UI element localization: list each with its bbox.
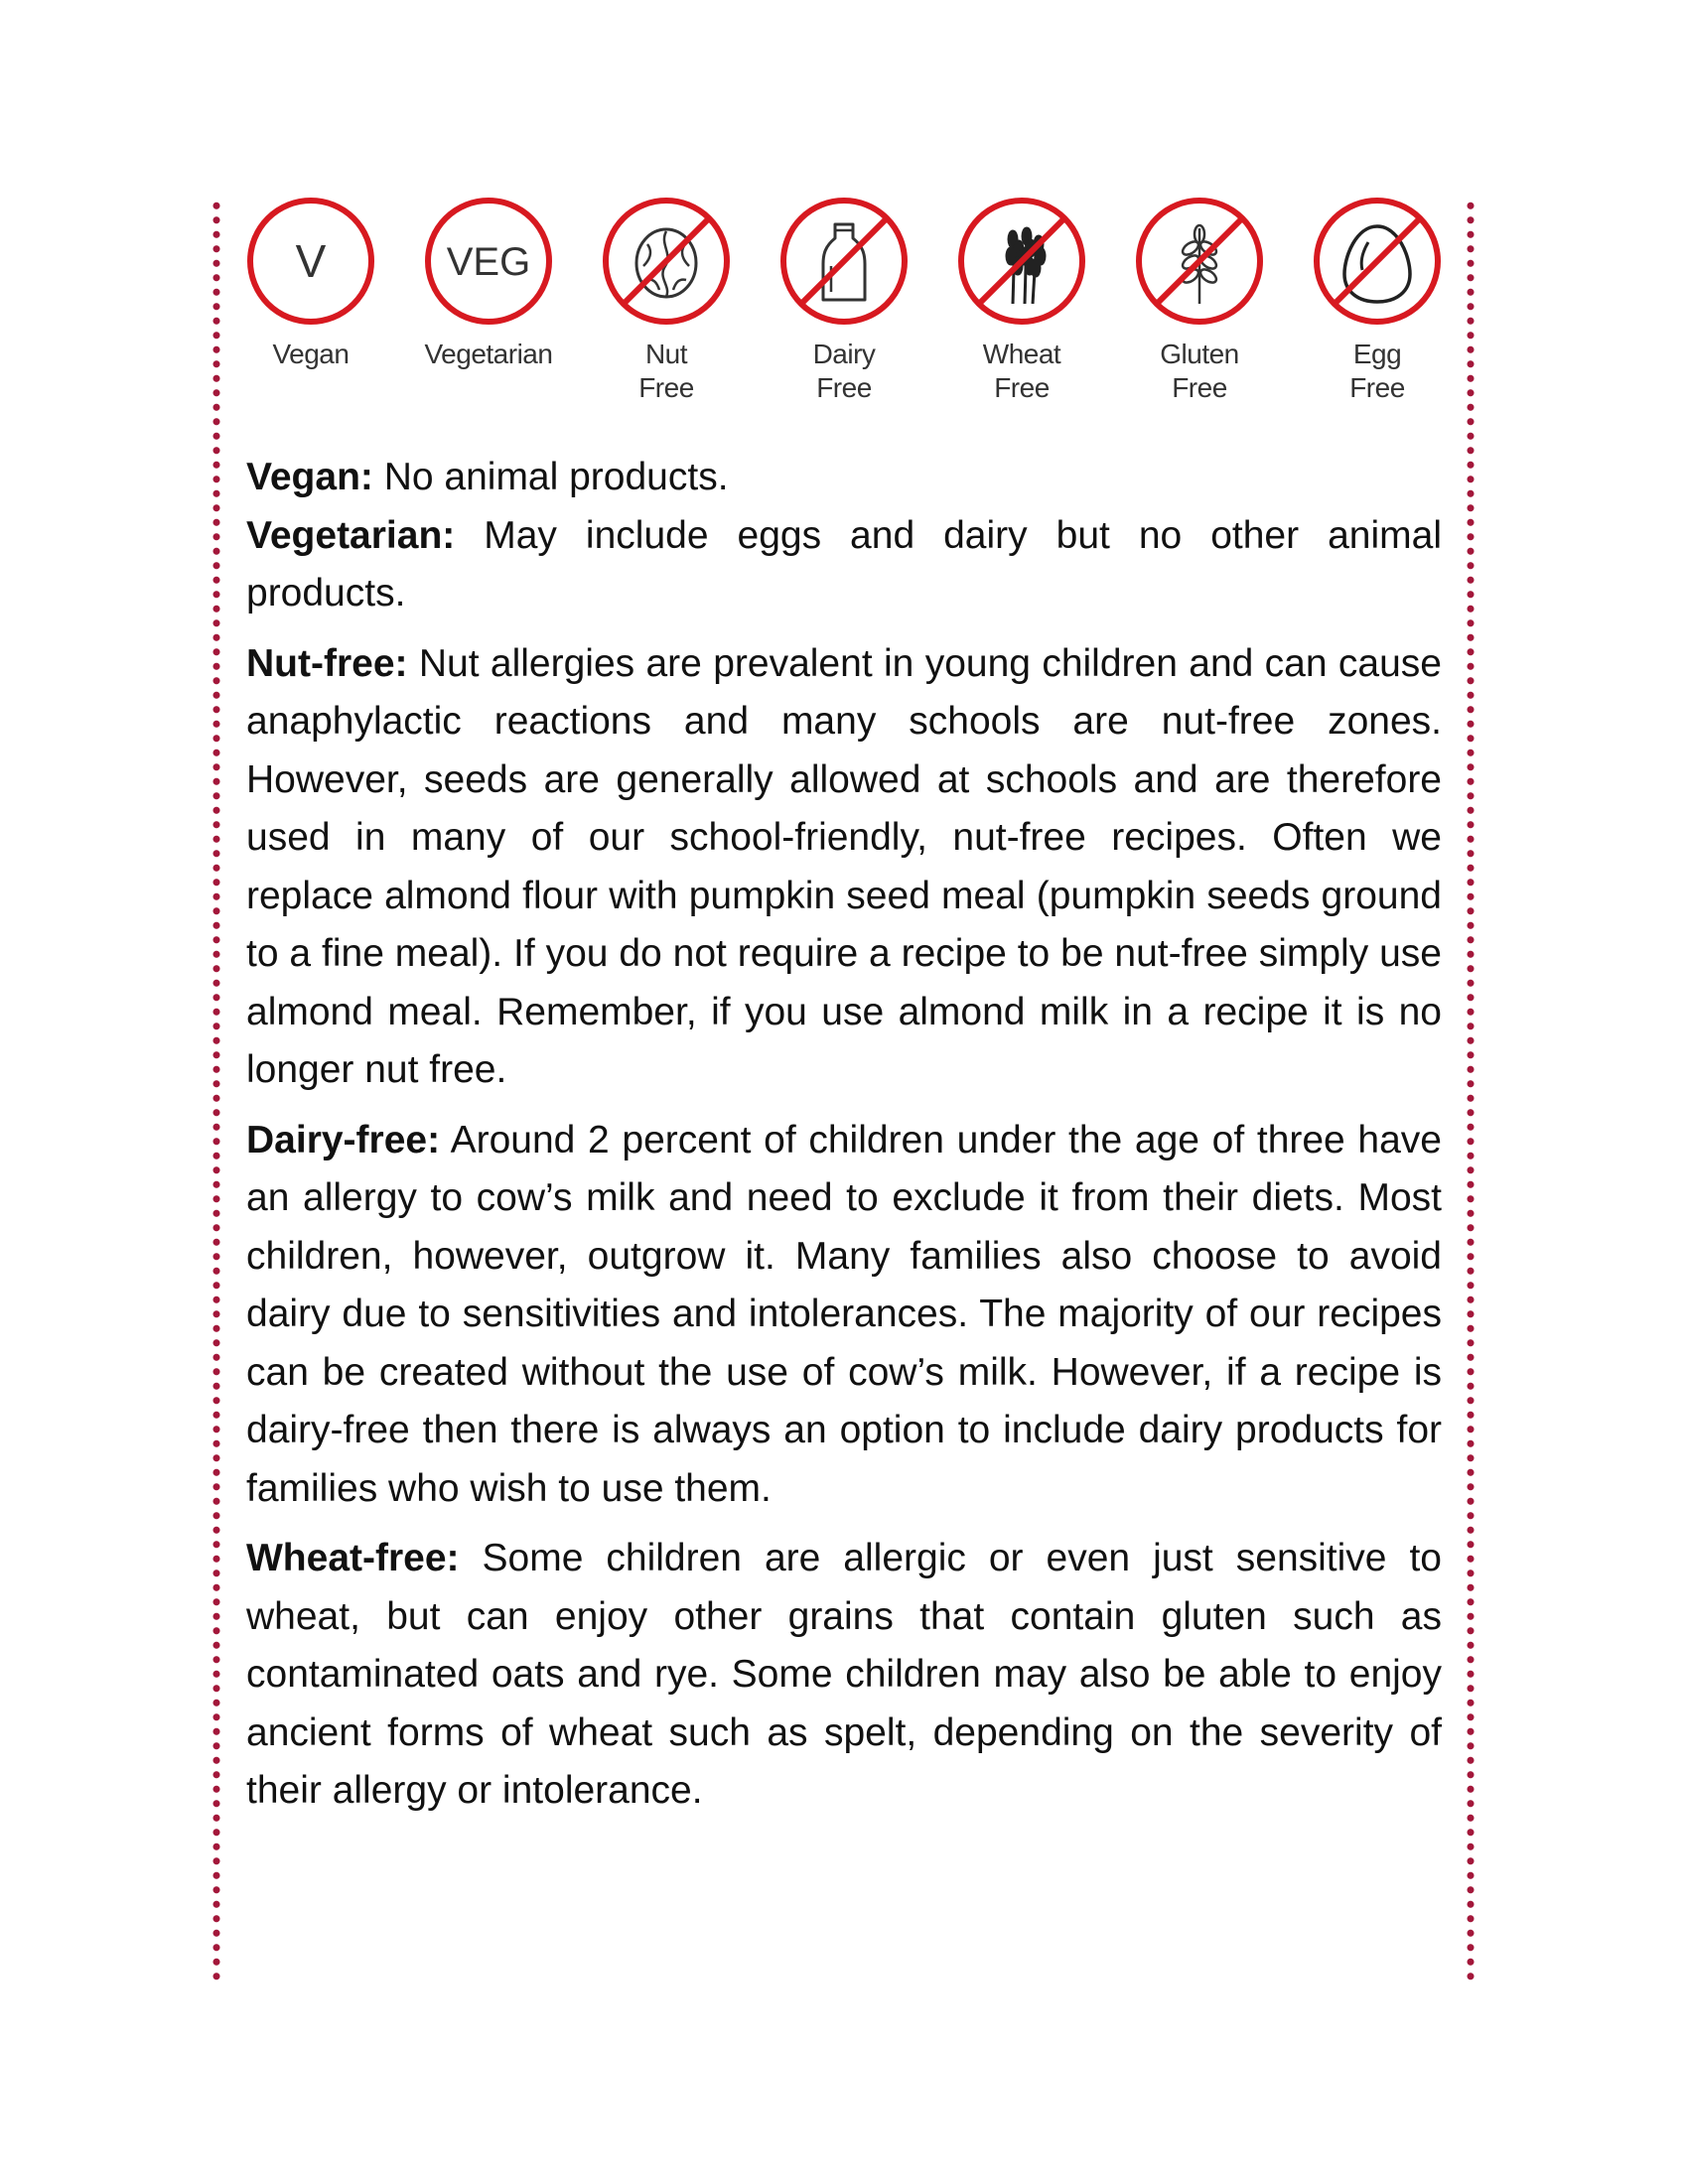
term-vegan: Vegan: <box>246 456 373 498</box>
text-dairy-free: Around 2 percent of children under the age of three have an allergy to cow’s milk and need to exclude it from their diets. Most children, however, outgrow it. Many families also choose to avoid dairy due to sensitivities and intolerances. The majority of our recipes can be created without the use of cow’s milk. However, if a recipe is dairy-free then there is always an option to include dairy products for families who wish to use them. <box>246 1118 1442 1510</box>
definition-vegetarian <box>246 507 1442 623</box>
svg-text:VEG: VEG <box>446 240 531 284</box>
icon-cell-dairy-free <box>774 195 914 405</box>
definition-nut-free <box>246 635 1442 1100</box>
definition-wheat-free <box>246 1530 1442 1821</box>
no-wheat-icon <box>955 195 1088 328</box>
term-nut-free: Nut-free: <box>246 641 408 685</box>
icon-label-wheat-free: Wheat Free <box>982 339 1061 403</box>
icon-label-gluten-free: Gluten Free <box>1160 339 1239 403</box>
icon-label-vegan: Vegan <box>272 339 350 369</box>
icon-label-egg-free: Egg Free <box>1349 339 1405 403</box>
dietary-icon-row <box>241 195 1455 423</box>
no-nut-icon <box>600 195 733 328</box>
icon-label-nut-free: Nut Free <box>638 339 694 403</box>
svg-text:V: V <box>295 235 327 287</box>
definitions-body <box>246 449 1442 1833</box>
icon-label-vegetarian: Vegetarian <box>424 339 553 369</box>
icon-cell-vegan <box>241 195 380 371</box>
no-egg-icon <box>1311 195 1444 328</box>
icon-cell-egg-free <box>1308 195 1447 405</box>
term-wheat-free: Wheat-free: <box>246 1537 460 1579</box>
right-dotted-border <box>1467 199 1475 1985</box>
vegetarian-veg-icon <box>422 195 555 328</box>
no-gluten-grain-icon <box>1133 195 1266 328</box>
text-vegan: No animal products. <box>372 456 729 498</box>
vegan-v-icon <box>244 195 377 328</box>
text-nut-free: Nut allergies are prevalent in young children and can cause anaphylactic reactions and many schools are nut-free zones. However, seeds are generally allowed at schools and are therefore used in many of our school-friendly, nut-free recipes. Often we replace almond flour with pumpkin seed meal (pumpkin seeds ground to a fine meal). If you do not require a recipe to be nut-free simply use almond meal. Remember, if you use almond milk in a recipe it is no longer nut free. <box>246 641 1442 1091</box>
icon-cell-vegetarian <box>419 195 558 371</box>
icon-cell-nut-free <box>597 195 736 405</box>
term-dairy-free: Dairy-free: <box>246 1118 441 1161</box>
icon-cell-wheat-free <box>952 195 1091 405</box>
definition-vegan <box>246 449 1442 507</box>
no-milk-bottle-icon <box>777 195 911 328</box>
text-vegetarian: May include eggs and dairy but no other animal products. <box>246 513 1442 614</box>
left-dotted-border <box>212 199 220 1985</box>
definition-dairy-free <box>246 1112 1442 1519</box>
icon-cell-gluten-free <box>1130 195 1269 405</box>
icon-label-dairy-free: Dairy Free <box>812 339 876 403</box>
text-wheat-free: Some children are allergic or even just sensitive to wheat, but can enjoy other grains that contain gluten such as contaminated oats and rye. Some children may also be able to enjoy ancient forms of wheat such as spelt, depending on the severity of their allergy or intolerance. <box>246 1537 1442 1812</box>
term-vegetarian: Vegetarian: <box>246 513 456 557</box>
